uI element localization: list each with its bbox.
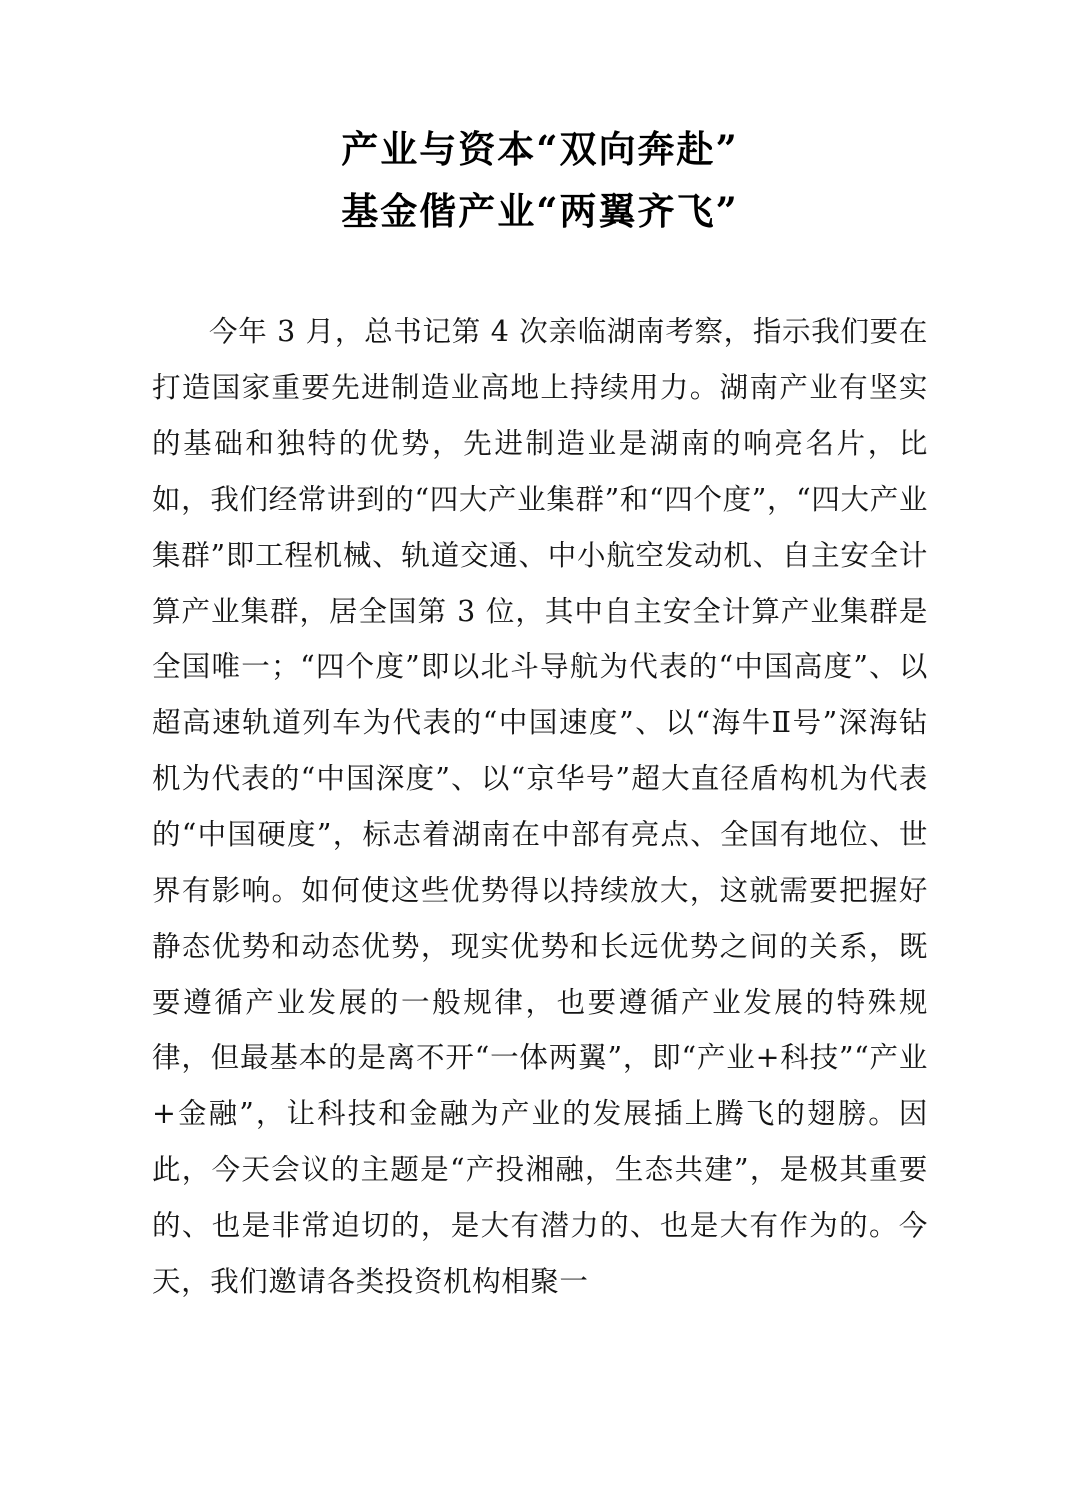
- document-title: [152, 0, 928, 242]
- body-paragraph-1: 今年 3 月，总书记第 4 次亲临湖南考察，指示我们要在打造国家重要先进制造业高地上持续用力。湖南产业有坚实的基础和独特的优势，先进制造业是湖南的响亮名片，比如，我们经常讲到的“四大产业集群”和“四个度”，“四大产业集群”即工程机械、轨道交通、中小航空发动机、自主安全计算产业集群，居全国第 3 位，其中自主安全计算产业集群是全国唯一；“四个度”即以北斗导航为代表的“中国高度”、以超高速轨道列车为代表的“中国速度”、以“海牛Ⅱ号”深海钻机为代表的“中国深度”、以“京华号”超大直径盾构机为代表的“中国硬度”，标志着湖南在中部有亮点、全国有地位、世界有影响。如何使这些优势得以持续放大，这就需要把握好静态优势和动态优势，现实优势和长远优势之间的关系，既要遵循产业发展的一般规律，也要遵循产业发展的特殊规律，但最基本的是离不开“一体两翼”，即“产业+科技”“产业+金融”，让科技和金融为产业的发展插上腾飞的翅膀。因此，今天会议的主题是“产投湘融，生态共建”，是极其重要的、也是非常迫切的，是大有潜力的、也是大有作为的。今天，我们邀请各类投资机构相聚一: [152, 315, 928, 1298]
- title-line-2: 基金偕产业“两翼齐飞”: [341, 189, 739, 234]
- document-body: [152, 304, 928, 1309]
- title-line-1: 产业与资本“双向奔赴”: [341, 127, 739, 171]
